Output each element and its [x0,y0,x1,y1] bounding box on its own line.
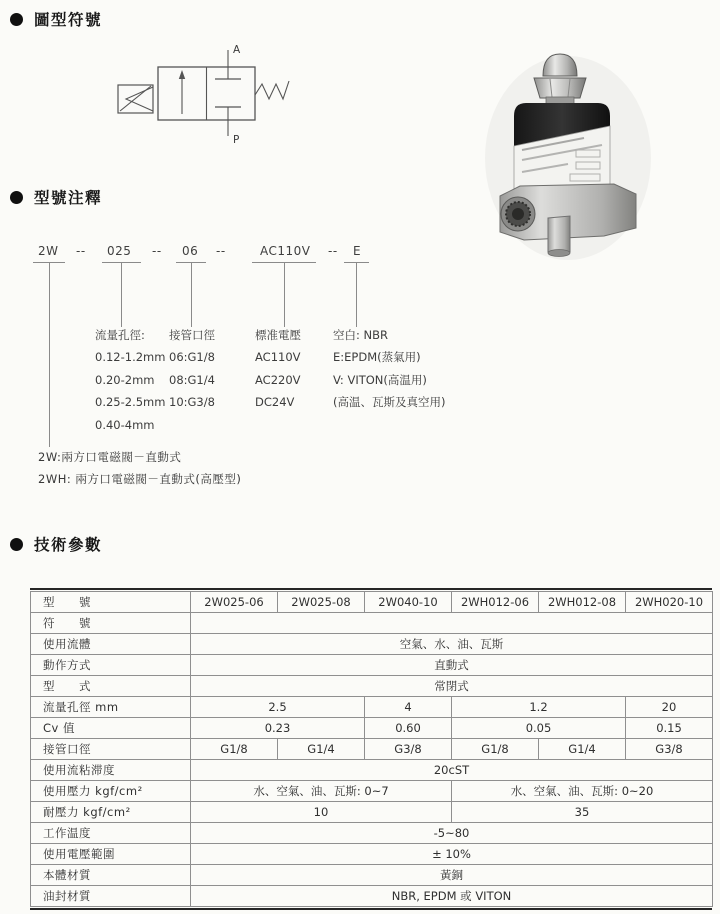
table-row [31,613,713,634]
section-title-symbol: 圖型符號 [34,11,103,29]
code-separator: -- [76,244,86,258]
annotation-line: AC220V [255,372,301,387]
annotation-col-orifice [95,324,165,436]
code-separator: -- [216,244,226,258]
table-cell: 2WH020-10 [626,592,713,613]
table-row [31,739,713,760]
table-cell: 20cST [191,760,713,781]
row-label: 油封材質 [31,886,191,907]
model-code-seal: E [353,244,362,258]
annotation-line: 接管口徑 [169,328,215,342]
annotation-line: 標准電壓 [255,328,301,342]
table-cell: 2WH012-06 [452,592,539,613]
table-cell: ± 10% [191,844,713,865]
row-label: 動作方式 [31,655,191,676]
table-row [31,886,713,907]
annotation-line: 10:G3/8 [169,395,215,410]
leader-line-orifice [121,263,122,327]
table-cell: 直動式 [191,655,713,676]
table-cell: 2W025-08 [278,592,365,613]
table-cell: 2.5 [191,697,365,718]
port-p-label: P [233,134,240,146]
model-note-2w: 2W:兩方口電磁閥－直動式 [38,450,182,464]
table-cell: 水、空氣、油、瓦斯: 0~7 [191,781,452,802]
table-row [31,634,713,655]
row-label: Cv 值 [31,718,191,739]
table-row [31,718,713,739]
annotation-line: DC24V [255,395,295,410]
table-row [31,823,713,844]
table-row [31,865,713,886]
table-cell: 4 [365,697,452,718]
tech-table [30,591,713,907]
spring-symbol [255,81,289,99]
annotation-col-port [169,324,215,414]
leader-line-prefix [49,263,50,447]
table-cell: 黃銅 [191,865,713,886]
table-cell: G1/4 [278,739,365,760]
row-label: 型 式 [31,676,191,697]
table-row [31,676,713,697]
table-cell: 0.15 [626,718,713,739]
bullet-icon [10,538,23,551]
table-cell: G1/8 [191,739,278,760]
model-code-port: 06 [182,244,199,258]
row-label: 符 號 [31,613,191,634]
section-title-tech: 技術參數 [34,536,103,554]
table-row [31,655,713,676]
row-label: 流量孔徑 mm [31,697,191,718]
valve-photo [484,46,652,260]
section-heading-model [10,186,102,208]
table-cell: G1/8 [452,739,539,760]
bullet-icon [10,191,23,204]
port-a-label: A [233,44,241,56]
table-cell: 空氣、水、油、瓦斯 [191,634,713,655]
annotation-line: V: VITON(高温用) [333,372,427,387]
tech-table-wrap [30,588,712,910]
code-separator: -- [328,244,338,258]
table-cell: 35 [452,802,713,823]
section-heading-tech [10,533,102,555]
row-label: 接管口徑 [31,739,191,760]
row-label: 使用流粘滞度 [31,760,191,781]
leader-line-seal [356,263,357,327]
model-code-voltage: AC110V [260,244,311,258]
section-title-model: 型號注釋 [34,189,103,207]
model-note-2wh: 2WH: 兩方口電磁閥－直動式(高壓型) [38,472,242,486]
table-cell: G3/8 [626,739,713,760]
tech-table-body [31,592,713,907]
annotation-line: 0.12-1.2mm [95,350,166,365]
leader-line-port [191,263,192,327]
hex-nut [534,78,586,98]
bullet-icon [10,13,23,26]
table-cell: 水、空氣、油、瓦斯: 0~20 [452,781,713,802]
table-cell: G1/4 [539,739,626,760]
table-cell: 0.60 [365,718,452,739]
table-row [31,802,713,823]
leader-line-voltage [284,263,285,327]
row-label: 使用壓力 kgf/cm² [31,781,191,802]
annotation-line: E:EPDM(蒸氣用) [333,350,421,365]
table-cell: 10 [191,802,452,823]
table-row [31,760,713,781]
annotation-col-seal [333,324,445,414]
table-cell: 20 [626,697,713,718]
table-cell: 2WH012-08 [539,592,626,613]
row-label: 使用電壓範圍 [31,844,191,865]
annotation-line: 流量孔徑: [95,328,145,342]
table-cell: 0.05 [452,718,626,739]
annotation-line: 08:G1/4 [169,372,215,387]
table-cell: G3/8 [365,739,452,760]
annotation-line: 空白: NBR [333,328,389,342]
code-separator: -- [152,244,162,258]
model-code-orifice: 025 [107,244,132,258]
table-cell: 0.23 [191,718,365,739]
row-label: 耐壓力 kgf/cm² [31,802,191,823]
table-cell [191,613,713,634]
table-cell: 2W040-10 [365,592,452,613]
model-code-prefix: 2W [38,244,59,258]
annotation-line: (高温、瓦斯及真空用) [333,395,446,410]
section-heading-symbol [10,8,102,30]
row-label: 本體材質 [31,865,191,886]
annotation-col-voltage [255,324,301,414]
row-label: 型 號 [31,592,191,613]
row-label: 工作温度 [31,823,191,844]
annotation-line: 06:G1/8 [169,350,215,365]
row-label: 使用流體 [31,634,191,655]
table-row [31,697,713,718]
valve-symbol-diagram [110,40,310,158]
annotation-line: 0.20-2mm [95,372,155,387]
table-row [31,592,713,613]
annotation-line: 0.25-2.5mm [95,395,166,410]
table-cell: 1.2 [452,697,626,718]
table-cell: 常閉式 [191,676,713,697]
table-cell: -5~80 [191,823,713,844]
table-cell: 2W025-06 [191,592,278,613]
table-cell: NBR, EPDM 或 VITON [191,886,713,907]
annotation-line: 0.40-4mm [95,417,155,432]
table-row [31,781,713,802]
table-row [31,844,713,865]
annotation-line: AC110V [255,350,301,365]
